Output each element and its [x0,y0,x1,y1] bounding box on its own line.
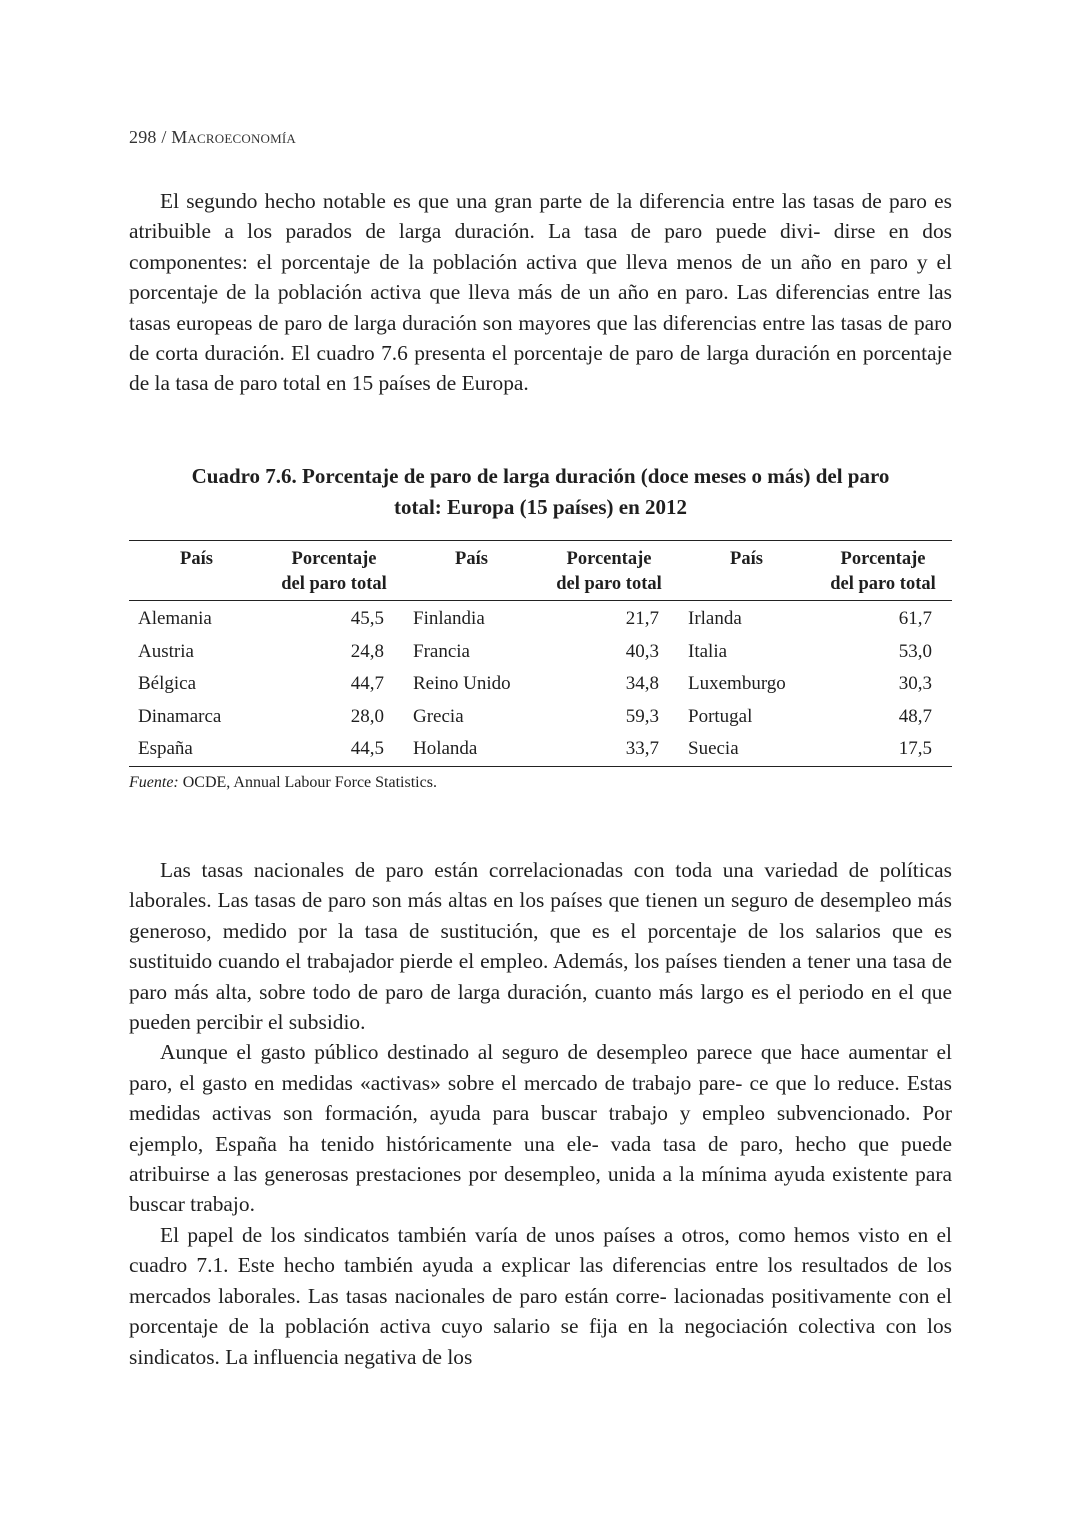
text-line: dirse en dos componentes: el porcentaje de la población activa que lleva menos [129,219,952,274]
text-line: mayores que las diferencias entre las tasas de paro de corta duración. El cuadro 7.6 [129,310,952,366]
col-header-line: del paro total [830,574,936,594]
text-line: aumentar el paro, el gasto en medidas «activas» sobre el mercado de trabajo pare- [129,1040,952,1095]
percentage-cell: 61,7 [898,608,932,630]
text-line: en paro. Las diferencias entre las tasas europeas de paro de larga duración son [129,280,952,335]
text-line: de políticas laborales. Las tasas de paro son más altas en los países que tienen [129,858,952,913]
country-cell: Portugal [688,705,753,727]
source-text: OCDE, Annual Labour Force Statistics. [178,774,437,791]
text-line: El papel de los sindicatos también varía de unos países a otros, como hemos [160,1222,850,1247]
country-cell: Holanda [413,738,478,760]
col-header-country: País [404,541,539,601]
paragraph [129,186,952,399]
country-cell: Alemania [138,608,212,630]
text-line: ce que lo reduce. Estas medidas activas son formación, ayuda para buscar trabajo [129,1070,952,1126]
percentage-cell: 40,3 [625,640,659,662]
country-cell: Grecia [413,705,464,727]
text-line: vada tasa de paro, hecho que puede atribuirse a las generosas prestaciones por [129,1131,952,1187]
text-line: percibir el subsidio. [196,1010,366,1035]
text-line: total en 15 países de Europa. [282,371,529,396]
running-head [129,127,296,148]
col-header-line: Porcentaje [566,549,652,569]
country-cell: Bélgica [138,673,197,695]
text-line: es el porcentaje de los salarios que es sustituido cuando el trabajador pierde el [129,918,952,974]
text-line: presenta el porcentaje de paro de larga duración en porcentaje de la tasa de paro [129,341,952,396]
text-line: lacionadas positivamente con el porcentaje de la población activa cuyo salario se [129,1283,952,1339]
country-cell: Finlandia [413,608,485,630]
percentage-cell: 45,5 [350,608,384,630]
percentage-cell: 44,7 [350,673,384,695]
table-title [129,461,952,523]
text-line: empleo. Además, los países tienden a tener una tasa de paro más alta, sobre todo [129,949,952,1004]
paragraph [129,1037,952,1219]
percentage-cell: 59,3 [625,705,659,727]
source-label: Fuente: [129,774,179,791]
percentage-cell: 28,0 [350,705,384,727]
text-line: y empleo subvencionado. Por ejemplo, España ha tenido históricamente una ele- [129,1101,952,1156]
col-header-country: País [679,541,814,601]
text-line: de paro de larga duración, cuanto más largo es el periodo en el que pueden [129,979,952,1035]
country-cell: España [138,738,193,760]
text-line: un seguro de desempleo más generoso, medido por la tasa de sustitución, que [129,888,952,943]
text-line: Las tasas nacionales de paro están correlacionadas con toda una variedad [160,858,838,882]
percentage-cell: 48,7 [898,705,932,727]
country-cell: Austria [138,640,194,662]
unemployment-table [129,540,952,767]
text-line: desempleo, unida a la mínima ayuda existente para buscar trabajo. [129,1162,952,1217]
table-row [129,701,952,734]
country-cell: Irlanda [688,608,742,630]
text-line: de paro es atribuible a los parados de larga duración. La tasa de paro puede divi- [129,189,952,244]
text-line: los resultados de los mercados laborales. Las tasas nacionales de paro están corre- [129,1253,952,1308]
col-header-line: Porcentaje [291,549,377,569]
percentage-cell: 17,5 [898,738,932,760]
country-cell: Italia [688,640,728,662]
text-line: Aunque el gasto público destinado al seguro de desempleo parece que hace [160,1040,840,1065]
country-cell: Reino Unido [413,673,511,695]
text-line: fija en la negociación colectiva con los sindicatos. La influencia negativa de los [129,1314,952,1369]
body-text [129,855,952,1372]
table-title-line: total: Europa (15 países) en 2012 [393,495,688,519]
table-row [129,601,952,636]
text-line: El segundo hecho notable es que una gran parte de la diferencia entre las tasas [160,189,855,213]
header-separator: / [161,127,167,147]
paragraph [129,1220,952,1372]
col-header-percentage [539,541,679,601]
page-number: 298 [129,127,157,147]
table-source [129,774,437,792]
country-cell: Dinamarca [138,705,222,727]
col-header-line: Porcentaje [840,549,926,569]
book-title: Macroeconomía [171,127,296,147]
col-header-line: del paro total [281,574,387,594]
paragraph [129,855,952,1037]
percentage-cell: 44,5 [350,738,384,760]
percentage-cell: 24,8 [350,640,384,662]
table-row [129,668,952,701]
table-body [129,601,952,767]
col-header-line: del paro total [556,574,662,594]
text-line: visto en el cuadro 7.1. Este hecho también ayuda a explicar las diferencias entre [129,1222,952,1278]
table-header-row [129,541,952,601]
percentage-cell: 53,0 [898,640,932,662]
col-header-country: País [129,541,264,601]
col-header-percentage [264,541,404,601]
table-row [129,636,952,669]
country-cell: Suecia [688,738,739,760]
table-row [129,733,952,766]
percentage-cell: 34,8 [625,673,659,695]
percentage-cell: 21,7 [625,608,659,630]
paragraph-intro [129,186,952,399]
country-cell: Luxemburgo [688,673,786,695]
percentage-cell: 30,3 [898,673,932,695]
col-header-percentage [814,541,952,601]
percentage-cell: 33,7 [625,738,659,760]
table-title-line: Cuadro 7.6. Porcentaje de paro de larga duración (doce meses o más) del paro [191,464,890,488]
text-line: de un año en paro y el porcentaje de la población activa que lleva más de un año [129,249,952,305]
country-cell: Francia [413,640,470,662]
